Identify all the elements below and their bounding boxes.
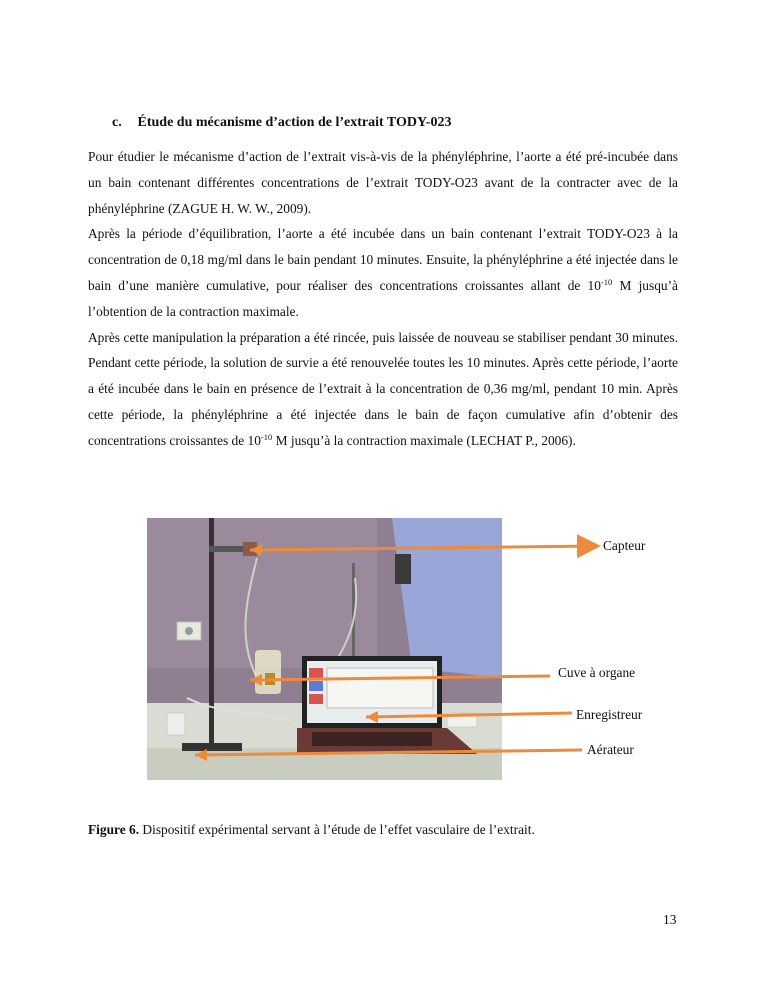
label-capteur: Capteur	[603, 538, 646, 553]
caption-label: Figure 6.	[88, 822, 140, 837]
section-letter: c.	[112, 115, 122, 130]
body-text	[88, 144, 678, 454]
section-title: Étude du mécanisme d’action de l’extrait TODY-023	[137, 115, 452, 130]
paragraph-1: Pour étudier le mécanisme d’action de l’extrait vis-à-vis de la phényléphrine, l’aorte a été pré-incubée dans un bain contenant différentes concentrations de l’extrait TODY-O23 avant de la contracter avec de la phényléphrine (ZAGUE H. W. W., 2009).	[88, 149, 678, 216]
label-cuve: Cuve à organe	[558, 665, 636, 680]
paragraph-3: Après cette manipulation la préparation a été rincée, puis laissée de nouveau se stabiliser pendant 30 minutes. Pendant cette période, la solution de survie a été renouvelée toutes les 10 minutes. Après cette période, l’aorte a été incubée dans le bain en présence de l’extrait à la concentration de 0,36 mg/ml, pendant 10 min. Après cette période, la phényléphrine a été injectée dans le bain de façon cumulative afin d’obtenir des concentrations croissantes de $10^{-10}$ M jusqu’à la contraction maximale (LECHAT P., 2006).	[88, 329, 678, 448]
paragraph-2: Après la période d’équilibration, l’aorte a été incubée dans un bain contenant l’extrait TODY-O23 à la concentration de 0,18 mg/ml dans le bain pendant 10 minutes. Ensuite, la phényléphrine a été injectée dans le bain d’une manière cumulative, pour réaliser des concentrations croissantes allant de $10^{-10}$ M jusqu’à l’obtention de la contraction maximale.	[88, 226, 678, 319]
section-heading	[112, 115, 451, 131]
label-aerateur: Aérateur	[587, 742, 634, 757]
page-number: 13	[663, 912, 677, 927]
label-enregistreur: Enregistreur	[576, 707, 643, 722]
figure-caption	[88, 822, 535, 838]
caption-text: Dispositif expérimental servant à l’étude de l’effet vasculaire de l’extrait.	[139, 822, 535, 837]
setup-photo	[147, 518, 502, 780]
